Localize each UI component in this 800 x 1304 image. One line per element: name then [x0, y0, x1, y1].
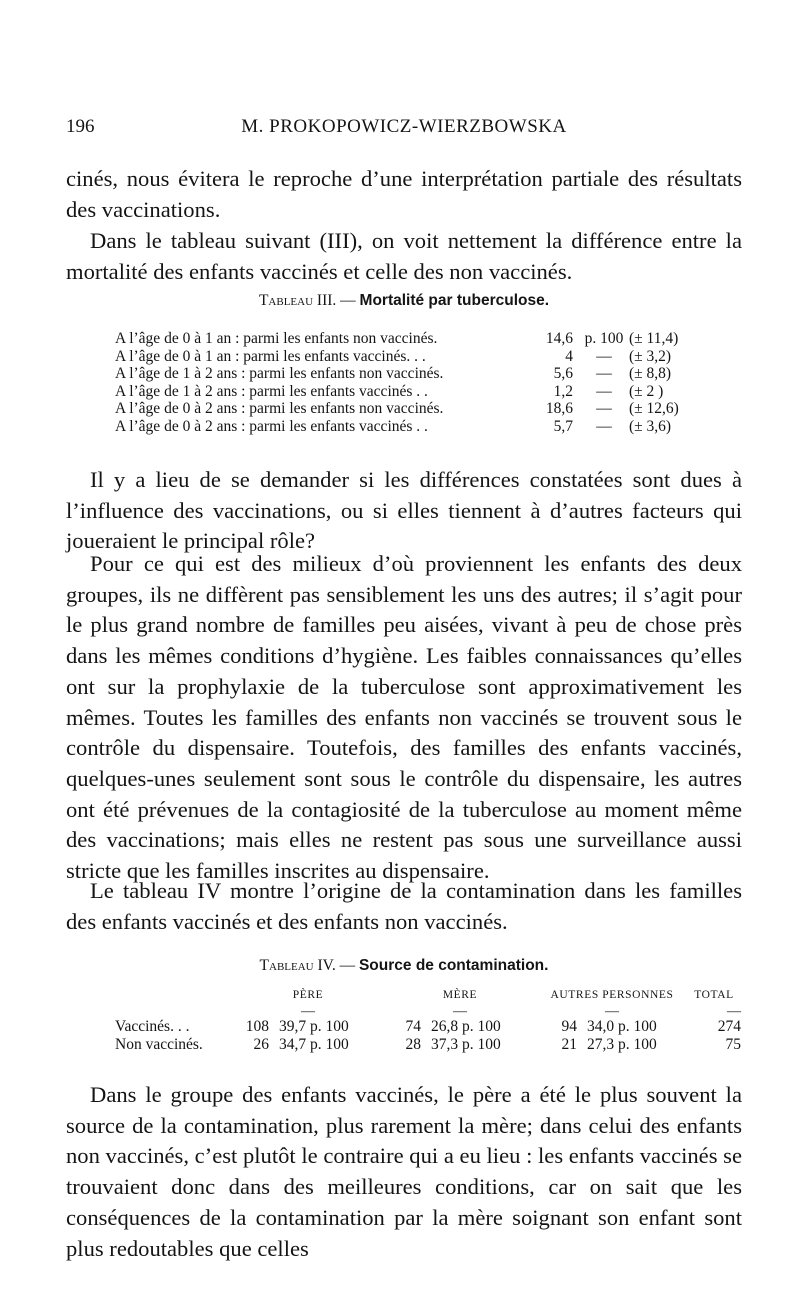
table3-title: Mortalité par tuberculose. — [359, 292, 550, 309]
mortality-value: 5,6 — [553, 365, 573, 383]
paragraph-conclusion: Dans le groupe des enfants vaccinés, le père a été le plus souvent la source de la contamination, plus rarement la mère; dans celui des enfants non vaccinés, c’est plutôt le contraire qui a eu lieu : les enfants vaccinés se trouvaient donc dans des meilleures conditions, car on sait que les conséquences de la contamination par la mère soignant son enfant sont plus redoutables que celles — [66, 1082, 742, 1261]
mortality-value: 4 — [565, 347, 573, 365]
confidence-cell: (± 11,4) — [629, 330, 679, 347]
row-label: Vaccinés. . . — [115, 1018, 190, 1035]
row-label: A l’âge de 0 à 2 ans : parmi les enfants non vaccinés. — [115, 400, 444, 418]
rule-empty — [115, 1006, 233, 1018]
percent-cell: 34,0 p. 100 — [587, 1018, 657, 1035]
confidence-cell: (± 3,2) — [629, 347, 672, 365]
percent-cell: 34,7 p. 100 — [279, 1036, 349, 1053]
row-label: Non vaccinés. — [115, 1036, 203, 1053]
table3-caption-dash: — — [340, 292, 356, 309]
count-cell: 26 — [253, 1036, 269, 1053]
table4-label: Tableau IV. — [259, 957, 336, 974]
rule-dash: — — [453, 1004, 467, 1019]
percent-cell: 37,3 p. 100 — [431, 1036, 501, 1053]
header-total: TOTAL — [694, 989, 734, 1001]
row-label: A l’âge de 0 à 1 an : parmi les enfants vaccinés. . . — [115, 347, 426, 365]
percent-cell: 39,7 p. 100 — [279, 1018, 349, 1035]
count-cell: 94 — [561, 1018, 577, 1035]
percent-cell: 27,3 p. 100 — [587, 1036, 657, 1053]
count-cell: 108 — [245, 1018, 269, 1035]
running-header — [66, 116, 742, 146]
paragraph-table3-intro: Dans le tableau suivant (III), on voit nettement la différence entre la mortalité des enfants vaccinés et celle des non vaccinés. — [66, 228, 742, 284]
confidence-cell: (± 12,6) — [629, 400, 679, 418]
unit-cell: — — [596, 382, 612, 400]
header-pere: PÈRE — [292, 989, 324, 1001]
mortality-value: 18,6 — [545, 400, 573, 418]
table3-mortality — [115, 330, 699, 436]
total-cell: 274 — [717, 1018, 741, 1035]
paragraph-continuation: cinés, nous évitera le reproche d’une interprétation partiale des résultats des vaccinations. — [66, 166, 742, 222]
mortality-value: 14,6 — [545, 330, 573, 347]
header-mere: MÈRE — [442, 989, 478, 1001]
unit-cell: — — [596, 347, 612, 365]
confidence-cell: (± 8,8) — [629, 365, 672, 383]
total-cell: 75 — [725, 1036, 741, 1053]
table3-label: Tableau III. — [258, 292, 337, 309]
paragraph-milieux: Pour ce qui est des milieux d’où proviennent les enfants des deux groupes, ils ne diffèrent pas sensiblement les uns des autres; il s’agit pour le plus grand nombre de familles peu aisées, vivant à peu de chose près dans les mêmes conditions d’hygiène. Les faibles connaissances qu’elles ont sur la prophylaxie de la tuberculose sont approximativement les mêmes. Toutes les familles des enfants non vaccinés se trouvent sous le contrôle du dispensaire. Toutefois, des familles des enfants vaccinés, quelques-unes seulement sont sous le contrôle du dispensaire, les autres ont été prévenues de la contagiosité de la tuberculose au moment même des vaccinations; mais elles ne restent pas sous une surveillance aussi stricte que les familles inscrites au dispensaire. — [66, 551, 742, 884]
table-row — [115, 1018, 741, 1036]
row-label: A l’âge de 0 à 1 an : parmi les enfants non vaccinés. — [115, 330, 438, 347]
table-row — [115, 348, 699, 366]
header-autres: AUTRES PERSONNES — [550, 989, 674, 1001]
count-cell: 21 — [561, 1036, 577, 1053]
mortality-value: 5,7 — [553, 417, 573, 435]
rule-dash: — — [605, 1004, 619, 1019]
running-head-author: M. PROKOPOWICZ-WIERZBOWSKA — [241, 116, 567, 137]
table4-title: Source de contamination. — [358, 957, 549, 974]
unit-cell: p. 100 — [584, 330, 624, 347]
table-row — [115, 418, 699, 436]
confidence-cell: (± 2 ) — [629, 382, 664, 400]
rule-dash: — — [727, 1004, 741, 1019]
count-cell: 28 — [405, 1036, 421, 1053]
table-header-row — [115, 986, 741, 1006]
table-row — [115, 1036, 741, 1054]
table-row — [115, 383, 699, 401]
mortality-value: 1,2 — [553, 382, 573, 400]
confidence-cell: (± 3,6) — [629, 417, 672, 435]
header-empty — [115, 986, 233, 1006]
table4-contamination — [115, 986, 741, 1054]
row-label: A l’âge de 1 à 2 ans : parmi les enfants vaccinés . . — [115, 382, 428, 400]
count-cell: 74 — [405, 1018, 421, 1035]
table-row — [115, 330, 699, 348]
page-number: 196 — [66, 116, 95, 137]
row-label: A l’âge de 1 à 2 ans : parmi les enfants non vaccinés. — [115, 365, 444, 383]
paragraph-table4-intro: Le tableau IV montre l’origine de la contamination dans les familles des enfants vaccinés et des enfants non vaccinés. — [66, 878, 742, 934]
header-rule-row — [115, 1006, 741, 1018]
table-row — [115, 365, 699, 383]
unit-cell: — — [596, 417, 612, 435]
table4-caption — [66, 957, 742, 975]
table-row — [115, 400, 699, 418]
table4-caption-dash: — — [339, 957, 356, 974]
unit-cell: — — [596, 365, 612, 383]
paragraph-question: Il y a lieu de se demander si les différences constatées sont dues à l’influence des vaccinations, ou si elles tiennent à d’autres facteurs qui joueraient le principal rôle? — [66, 467, 742, 554]
rule-dash: — — [301, 1004, 315, 1019]
percent-cell: 26,8 p. 100 — [431, 1018, 501, 1035]
row-label: A l’âge de 0 à 2 ans : parmi les enfants vaccinés . . — [115, 417, 428, 435]
table3-caption — [66, 292, 742, 310]
unit-cell: — — [596, 400, 612, 418]
